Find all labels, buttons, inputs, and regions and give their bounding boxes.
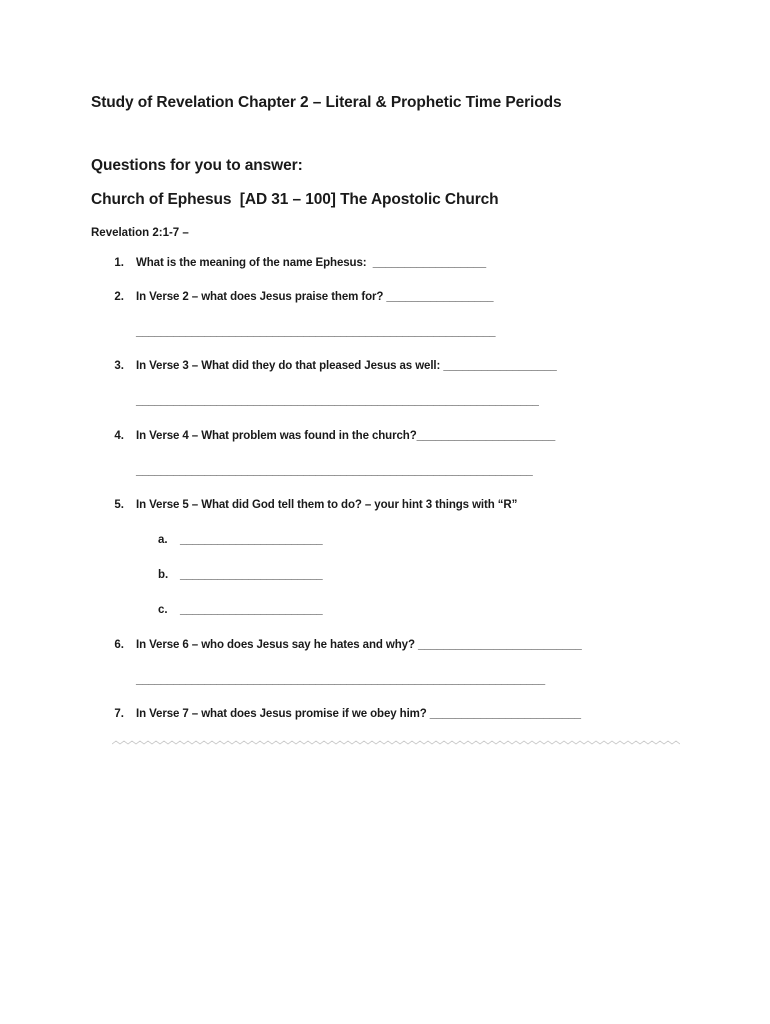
- questions-heading: Questions for you to answer:: [91, 157, 303, 174]
- question-number: 3.: [114, 360, 124, 372]
- question-number: 4.: [114, 430, 124, 442]
- subitem-letter: c.: [158, 604, 168, 616]
- subitem-answer-line: _______________________: [180, 604, 323, 616]
- answer-line: ________________________________________________________________: [136, 465, 533, 477]
- question-text: In Verse 7 – what does Jesus promise if we obey him? ________________________: [136, 708, 581, 720]
- answer-line: __________________________________________________________: [136, 326, 496, 338]
- answer-line: __________________________________________________________________: [136, 674, 545, 686]
- question-number: 5.: [114, 499, 124, 511]
- subitem-answer-line: _______________________: [180, 569, 323, 581]
- subitem-letter: a.: [158, 534, 168, 546]
- subitem-letter: b.: [158, 569, 169, 581]
- question-text: In Verse 3 – What did they do that pleased Jesus as well: __________________: [136, 360, 557, 372]
- question-number: 2.: [114, 291, 124, 303]
- question-text: In Verse 2 – what does Jesus praise them for? _________________: [136, 291, 494, 303]
- scripture-reference: Revelation 2:1-7 –: [91, 227, 189, 239]
- question-text: In Verse 5 – What did God tell them to do? – your hint 3 things with “R”: [136, 499, 518, 511]
- decorative-divider: [112, 740, 680, 746]
- church-heading: Church of Ephesus [AD 31 – 100] The Apostolic Church: [91, 191, 499, 208]
- question-number: 7.: [114, 708, 124, 720]
- question-text: In Verse 6 – who does Jesus say he hates and why? __________________________: [136, 639, 582, 651]
- document-title: Study of Revelation Chapter 2 – Literal & Prophetic Time Periods: [91, 94, 562, 111]
- question-number: 6.: [114, 639, 124, 651]
- question-number: 1.: [114, 257, 124, 269]
- question-text: In Verse 4 – What problem was found in the church?______________________: [136, 430, 556, 442]
- question-text: What is the meaning of the name Ephesus: __________________: [136, 257, 487, 269]
- subitem-answer-line: _______________________: [180, 534, 323, 546]
- answer-line: _________________________________________________________________: [136, 395, 539, 407]
